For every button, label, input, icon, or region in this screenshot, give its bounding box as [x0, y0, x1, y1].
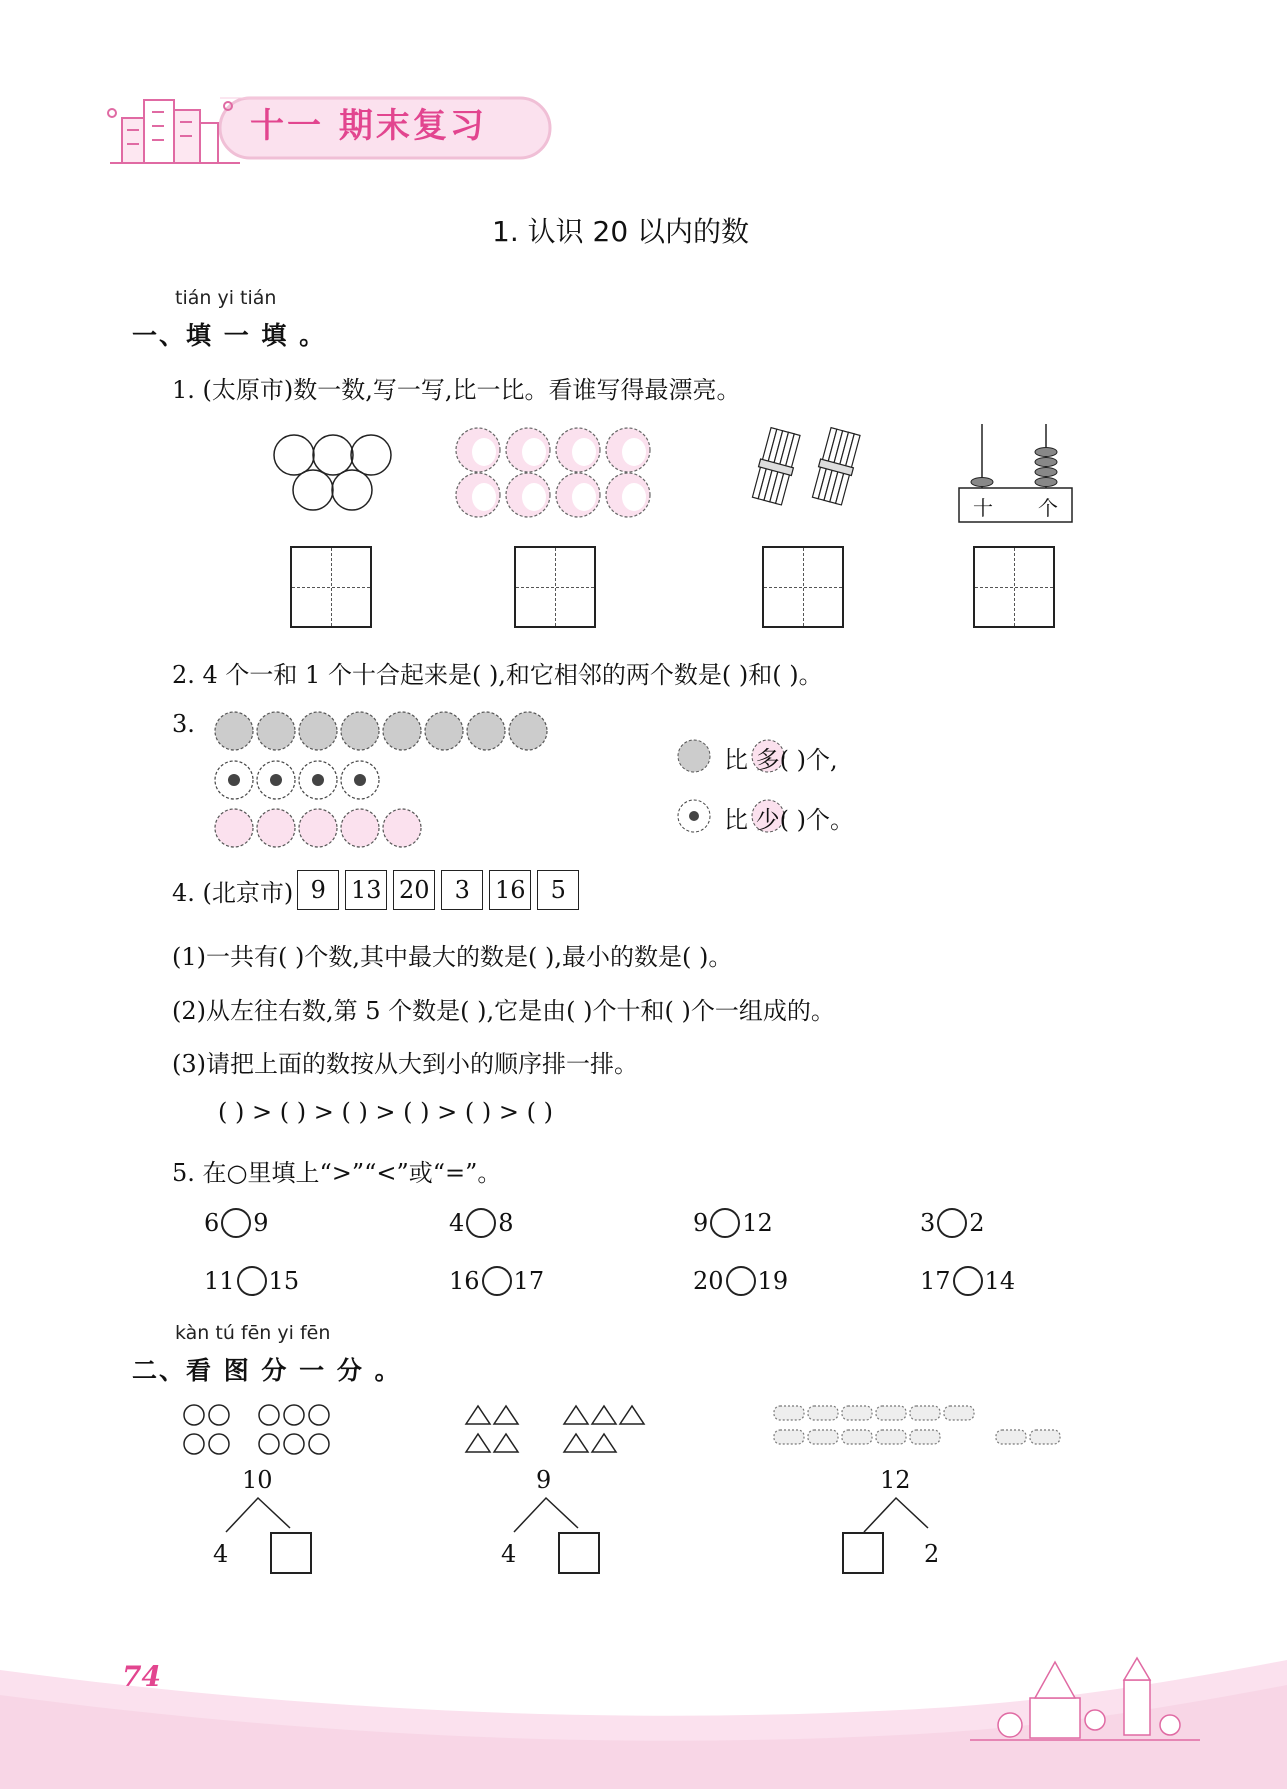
number-box: 5: [537, 870, 579, 910]
writing-grid[interactable]: [514, 546, 596, 628]
compare-circle[interactable]: [710, 1208, 740, 1238]
tree-left: 4: [213, 1540, 229, 1568]
section1-pinyin: tián yi tián: [175, 287, 277, 309]
compare-right: 15: [268, 1267, 300, 1295]
compare-pair: [449, 1266, 544, 1296]
q1-text: 1. (太原市)数一数,写一写,比一比。看谁写得最漂亮。: [172, 376, 741, 404]
compare-left: 4: [449, 1209, 465, 1237]
section1-heading: 一、填 一 填 。: [132, 321, 327, 350]
compare-right: 8: [498, 1209, 514, 1237]
writing-grid[interactable]: [762, 546, 844, 628]
compare-right: 12: [742, 1209, 773, 1237]
number-tree: [200, 1466, 340, 1586]
number-box: 13: [345, 870, 387, 910]
compare-right: 9: [253, 1209, 269, 1237]
dotted-items-group: [772, 1402, 1082, 1458]
number-box: 9: [297, 870, 339, 910]
q3-line2: 比 少( )个。: [724, 806, 854, 834]
compare-circle[interactable]: [466, 1208, 496, 1238]
abacus-ones-label: 个: [1038, 496, 1058, 520]
section2-pinyin: kàn tú fēn yi fēn: [175, 1322, 331, 1344]
number-box: 3: [441, 870, 483, 910]
q3-label: 3.: [172, 710, 195, 738]
balls-illustration: [212, 710, 572, 855]
number-tree: [838, 1466, 978, 1586]
tree-total: 9: [536, 1466, 552, 1494]
compare-pair: [920, 1208, 985, 1238]
compare-left: 17: [920, 1267, 951, 1295]
compare-left: 3: [920, 1209, 936, 1237]
circles-group: [270, 430, 395, 515]
tree-total: 10: [242, 1466, 273, 1494]
footer-wave: [0, 1640, 1287, 1789]
compare-pair: [693, 1208, 773, 1238]
compare-left: 11: [204, 1267, 235, 1295]
header-banner: [100, 78, 570, 168]
q4-sub2: (2)从左往右数,第 5 个数是( ),它是由( )个十和( )个一组成的。: [172, 997, 835, 1025]
compare-left: 16: [449, 1267, 480, 1295]
compare-right: 14: [984, 1267, 1016, 1295]
compare-pair: [204, 1208, 269, 1238]
page-number: 74: [122, 1660, 161, 1693]
compare-pair: [204, 1266, 299, 1296]
compare-circle[interactable]: [726, 1266, 756, 1296]
number-tree: [488, 1466, 628, 1586]
q4-sub3: (3)请把上面的数按从大到小的顺序排一排。: [172, 1050, 638, 1078]
lesson-title: 1. 认识 20 以内的数: [492, 215, 750, 248]
answer-box[interactable]: [558, 1532, 600, 1574]
section2-heading: 二、看 图 分 一 分 。: [132, 1356, 402, 1385]
q4-row: [172, 870, 585, 910]
chapter-title: 十一 期末复习: [250, 106, 487, 146]
q2-text: 2. 4 个一和 1 个十合起来是( ),和它相邻的两个数是( )和( )。: [172, 661, 823, 689]
compare-circle[interactable]: [482, 1266, 512, 1296]
compare-right: 17: [513, 1267, 545, 1295]
compare-right: 19: [757, 1267, 789, 1295]
q4-order-line: ( ) > ( ) > ( ) > ( ) > ( ) > ( ): [218, 1098, 553, 1126]
compare-left: 9: [693, 1209, 709, 1237]
answer-box[interactable]: [842, 1532, 884, 1574]
tree-right: 2: [924, 1540, 940, 1568]
compare-left: 20: [693, 1267, 724, 1295]
writing-grid[interactable]: [290, 546, 372, 628]
writing-grid[interactable]: [973, 546, 1055, 628]
q4-label: 4. (北京市): [172, 878, 294, 907]
number-box: 20: [393, 870, 435, 910]
q5-text: 5. 在○里填上“>”“<”或“=”。: [172, 1159, 502, 1187]
number-box: 16: [489, 870, 531, 910]
abacus: [958, 422, 1074, 524]
q3-line1: 比 多( )个,: [724, 746, 838, 774]
triangles-9-group: [464, 1402, 664, 1458]
apples-group: [452, 425, 662, 520]
compare-pair: [449, 1208, 514, 1238]
tree-left: 4: [501, 1540, 517, 1568]
compare-circle[interactable]: [953, 1266, 983, 1296]
compare-circle[interactable]: [937, 1208, 967, 1238]
answer-box[interactable]: [270, 1532, 312, 1574]
q4-sub1: (1)一共有( )个数,其中最大的数是( ),最小的数是( )。: [172, 943, 733, 971]
abacus-tens-label: 十: [973, 496, 993, 520]
circles-10-group: [182, 1402, 342, 1458]
stick-bundles-icon: [745, 425, 865, 510]
compare-pair: [693, 1266, 788, 1296]
compare-circle[interactable]: [221, 1208, 251, 1238]
compare-pair: [920, 1266, 1015, 1296]
compare-left: 6: [204, 1209, 220, 1237]
q3-compare-2: [676, 798, 976, 834]
tree-total: 12: [880, 1466, 911, 1494]
q3-compare-1: [676, 738, 976, 774]
compare-circle[interactable]: [237, 1266, 267, 1296]
compare-right: 2: [969, 1209, 985, 1237]
